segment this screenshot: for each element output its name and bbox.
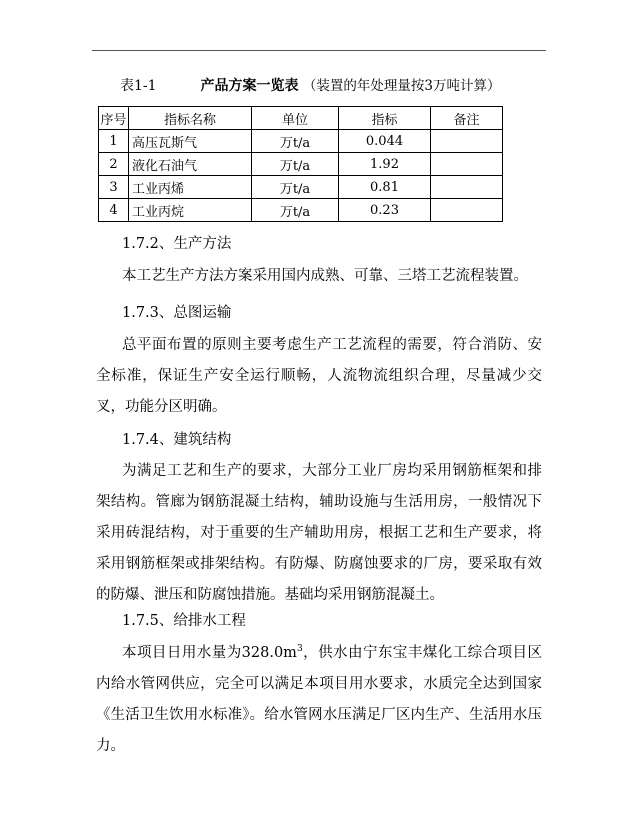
table-row — [99, 153, 503, 176]
row-value: 0.81 — [339, 176, 431, 199]
header-cell: 指标 — [339, 107, 431, 130]
water-text-before: 本项目日用水量为328.0m — [122, 645, 297, 661]
row-name: 高压瓦斯气 — [129, 130, 252, 153]
section-heading-site-transport: 1.7.3、总图运输 — [122, 305, 232, 321]
header-cell: 备注 — [431, 107, 503, 130]
section-heading-building-structure: 1.7.4、建筑结构 — [122, 432, 232, 448]
row-value: 0.044 — [339, 130, 431, 153]
row-unit: 万t/a — [252, 153, 339, 176]
table-header-row — [99, 107, 503, 130]
header-cell: 单位 — [252, 107, 339, 130]
section-paragraph-site-transport: 总平面布置的原则主要考虑生产工艺流程的需要，符合消防、安全标准，保证生产安全运行顺畅，人流物流组织合理，尽量减少交叉，功能分区明确。 — [96, 337, 542, 415]
row-note — [431, 130, 503, 153]
header-cell: 序号 — [99, 107, 129, 130]
table-row — [99, 176, 503, 199]
row-unit: 万t/a — [252, 199, 339, 222]
section-paragraph-production-method: 本工艺生产方法方案采用国内成熟、可靠、三塔工艺流程装置。 — [122, 268, 528, 284]
row-note — [431, 199, 503, 222]
row-number: 1 — [99, 130, 129, 153]
row-unit: 万t/a — [252, 176, 339, 199]
product-table — [98, 106, 503, 222]
row-name: 工业丙烯 — [129, 176, 252, 199]
row-note — [431, 153, 503, 176]
row-number: 3 — [99, 176, 129, 199]
water-text-after: ，供水由宁东宝丰煤化工综合项目区内给水管网供应，完全可以满足本项目用水要求，水质完全达到国家《生活卫生饮用水标准》。给水管网水压满足厂区内生产、生活用水压力。 — [96, 645, 543, 754]
section-heading-production-method: 1.7.2、生产方法 — [122, 236, 232, 252]
table-row — [99, 130, 503, 153]
table-row — [99, 199, 503, 222]
header-rule — [92, 50, 546, 51]
table-number: 表1-1 — [120, 78, 157, 94]
row-value: 1.92 — [339, 153, 431, 176]
row-unit: 万t/a — [252, 130, 339, 153]
row-value: 0.23 — [339, 199, 431, 222]
row-note — [431, 176, 503, 199]
table-title: 产品方案一览表 — [200, 78, 299, 94]
row-name: 工业丙烷 — [129, 199, 252, 222]
row-number: 4 — [99, 199, 129, 222]
header-cell: 指标名称 — [129, 107, 252, 130]
section-paragraph-building-structure: 为满足工艺和生产的要求，大部分工业厂房均采用钢筋框架和排架结构。管廊为钢筋混凝土结构，辅助设施与生活用房，一般情况下采用砖混结构，对于重要的生产辅助用房，根据工艺和生产要求，将采用钢筋框架或排架结构。有防爆、防腐蚀要求的厂房，要采取有效的防爆、泄压和防腐蚀措施。基础均采用钢筋混凝土。 — [96, 463, 542, 603]
section-heading-water-supply: 1.7.5、给排水工程 — [122, 613, 246, 629]
row-number: 2 — [99, 153, 129, 176]
table-caption — [120, 74, 501, 95]
row-name: 液化石油气 — [129, 153, 252, 176]
table-note: （装置的年处理量按3万吨计算） — [302, 78, 501, 94]
cubic-superscript: 3 — [296, 644, 303, 655]
section-paragraph-water-supply — [96, 638, 542, 762]
